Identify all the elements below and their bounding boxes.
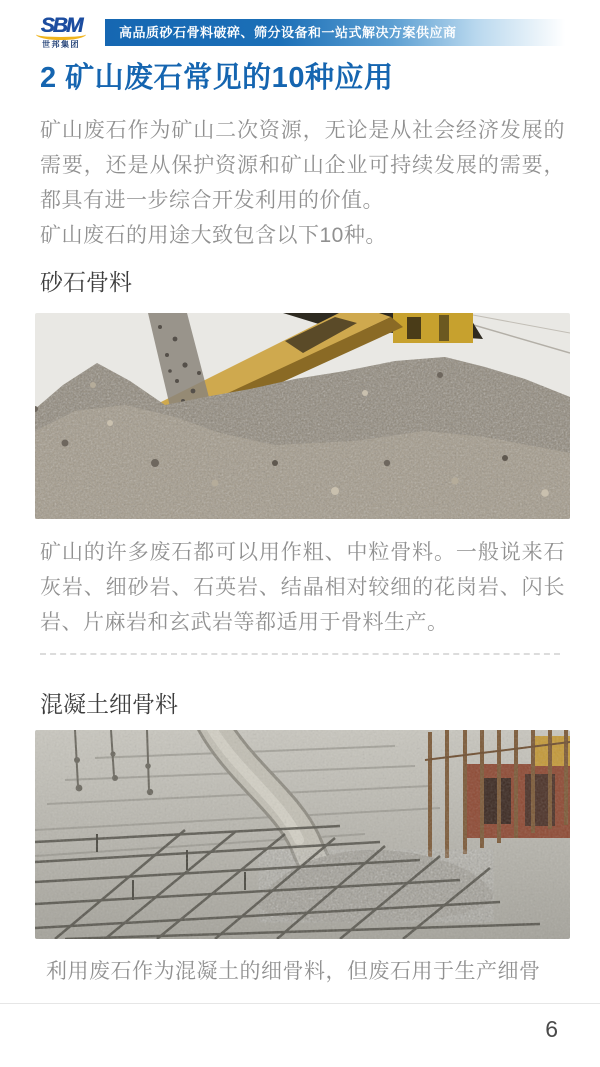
section-body-concrete: 利用废石作为混凝土的细骨料，但废石用于生产细骨 xyxy=(46,960,541,983)
section-aggregate xyxy=(0,267,600,640)
banner-slogan: 高品质砂石骨料破碎、筛分设备和一站式解决方案供应商 xyxy=(119,24,457,40)
page-header xyxy=(0,0,600,50)
section-concrete xyxy=(0,689,600,989)
header-banner xyxy=(105,19,600,46)
sbm-logo xyxy=(30,15,92,49)
aggregate-stockpile-photo xyxy=(35,313,570,519)
section-body-aggregate: 矿山的许多废石都可以用作粗、中粒骨料。一般说来石灰岩、细砂岩、石英岩、结晶相对较细的花岗岩、闪长岩、片麻岩和玄武岩等都适用于骨料生产。 xyxy=(40,541,565,634)
sbm-logo-text: SBM xyxy=(40,14,82,37)
page-title: 2 矿山废石常见的10种应用 xyxy=(40,62,394,94)
sbm-logo-subtext: 世邦集团 xyxy=(42,40,80,49)
section-heading-concrete: 混凝土细骨料 xyxy=(40,691,178,717)
dashed-divider xyxy=(40,653,560,655)
aggregate-photo-illustration xyxy=(35,313,570,519)
section-heading-aggregate: 砂石骨料 xyxy=(40,269,132,295)
page-number: 6 xyxy=(545,1016,558,1042)
footer-divider xyxy=(0,1003,600,1004)
concrete-photo-illustration xyxy=(35,730,570,939)
concrete-pouring-photo xyxy=(35,730,570,939)
intro-paragraph-2: 矿山废石的用途大致包含以下10种。 xyxy=(40,224,387,247)
intro-paragraph-1: 矿山废石作为矿山二次资源，无论是从社会经济发展的需要，还是从保护资源和矿山企业可持续发展的需要，都具有进一步综合开发利用的价值。 xyxy=(40,119,565,212)
